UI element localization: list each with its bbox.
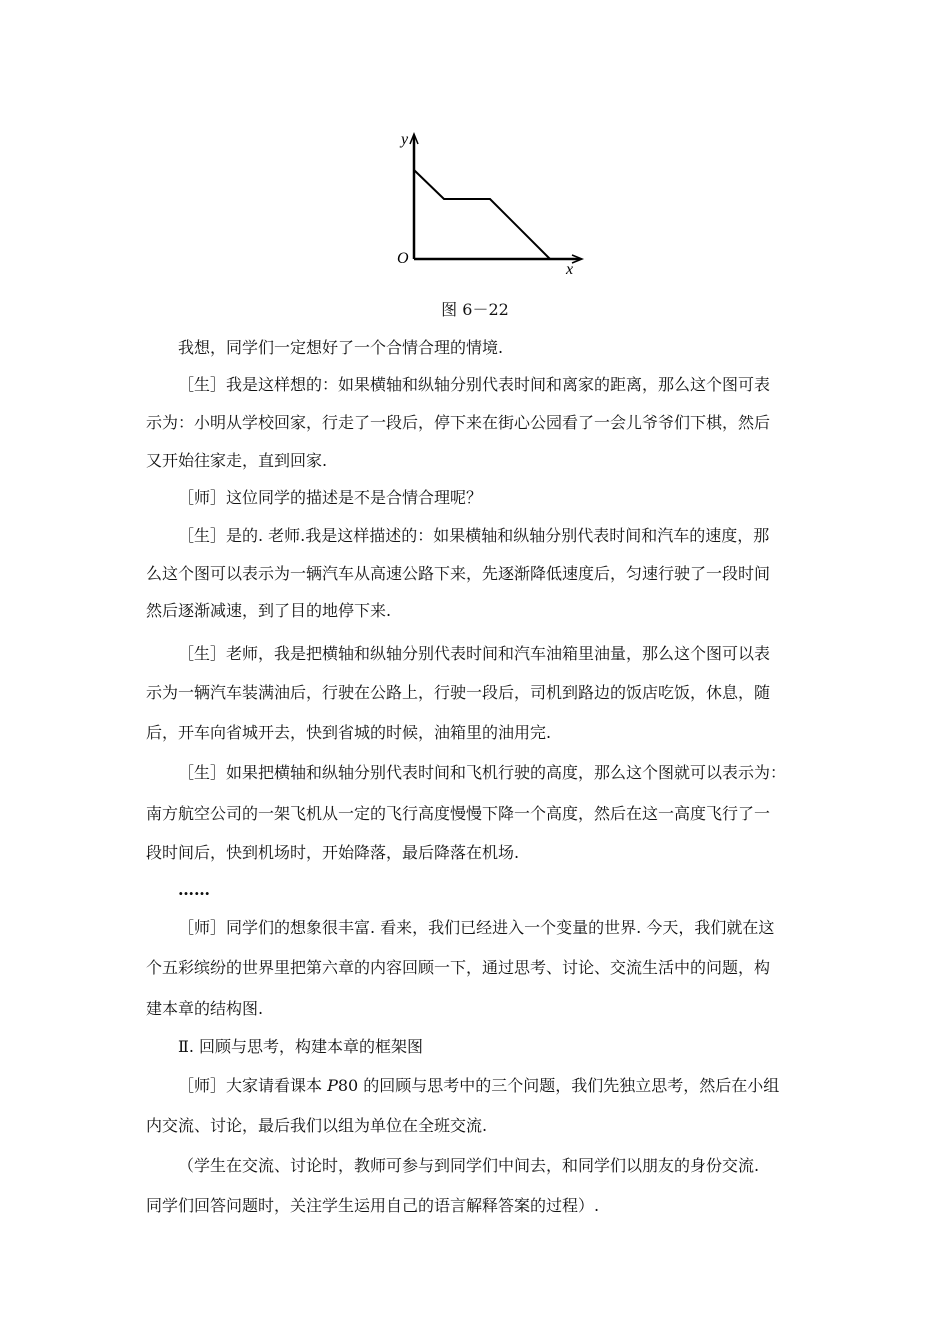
ellipsis-line: …… [178,880,210,899]
text-line: 然后逐渐减速，到了目的地停下来. [146,601,392,620]
distance-time-graph [392,122,592,284]
text-line: 示为一辆汽车装满油后，行驶在公路上，行驶一段后，司机到路边的饭店吃饭，休息，随 [146,683,771,702]
text-line: 我想，同学们一定想好了一个合情合理的情境. [178,338,504,357]
text-line: ［师］这位同学的描述是不是合情合理呢？ [178,488,483,507]
y-axis-label: y [401,131,409,148]
text-line: ［师］同学们的想象很丰富. 看来，我们已经进入一个变量的世界. 今天，我们就在这 [178,918,775,937]
graph-line [414,170,550,259]
text-segment: ［师］大家请看课本 [178,1076,328,1095]
text-line: 么这个图可以表示为一辆汽车从高速公路下来，先逐渐降低速度后，匀速行驶了一段时间 [146,564,771,583]
section-heading: Ⅱ. 回顾与思考，构建本章的框架图 [178,1037,424,1056]
origin-label: O [397,250,409,267]
text-line: 又开始往家走，直到回家. [146,451,328,470]
text-line: 后，开车向省城开去，快到省城的时候，油箱里的油用完. [146,723,552,742]
text-line: ［生］是的. 老师.我是这样描述的：如果横轴和纵轴分别代表时间和汽车的速度，那 [178,526,770,545]
text-line [178,1075,848,1097]
text-line: 个五彩缤纷的世界里把第六章的内容回顾一下，通过思考、讨论、交流生活中的问题，构 [146,958,771,977]
text-line: （学生在交流、讨论时，教师可参与到同学们中间去，和同学们以朋友的身份交流. [178,1156,760,1175]
text-line: ［生］我是这样想的：如果横轴和纵轴分别代表时间和离家的距离，那么这个图可表 [178,375,771,394]
text-line: ［生］如果把横轴和纵轴分别代表时间和飞机行驶的高度，那么这个图就可以表示为： [178,763,787,782]
text-line: 段时间后，快到机场时，开始降落，最后降落在机场. [146,843,520,862]
text-line: ［生］老师，我是把横轴和纵轴分别代表时间和汽车油箱里油量，那么这个图可以表 [178,644,771,663]
graph-svg [392,122,592,284]
text-line: 同学们回答问题时，关注学生运用自己的语言解释答案的过程）. [146,1196,600,1215]
x-axis-label: x [566,261,574,278]
text-line: 南方航空公司的一架飞机从一定的飞行高度慢慢下降一个高度，然后在这一高度飞行了一 [146,804,771,823]
text-line: 建本章的结构图. [146,999,264,1018]
page-letter: P [327,1076,338,1095]
text-line: 内交流、讨论，最后我们以组为单位在全班交流. [146,1116,488,1135]
figure-caption: 图 6－22 [441,300,509,319]
text-segment: 80 的回顾与思考中的三个问题，我们先独立思考，然后在小组 [337,1076,780,1095]
text-line: 示为：小明从学校回家，行走了一段后，停下来在街心公园看了一会儿爷爷们下棋，然后 [146,413,771,432]
